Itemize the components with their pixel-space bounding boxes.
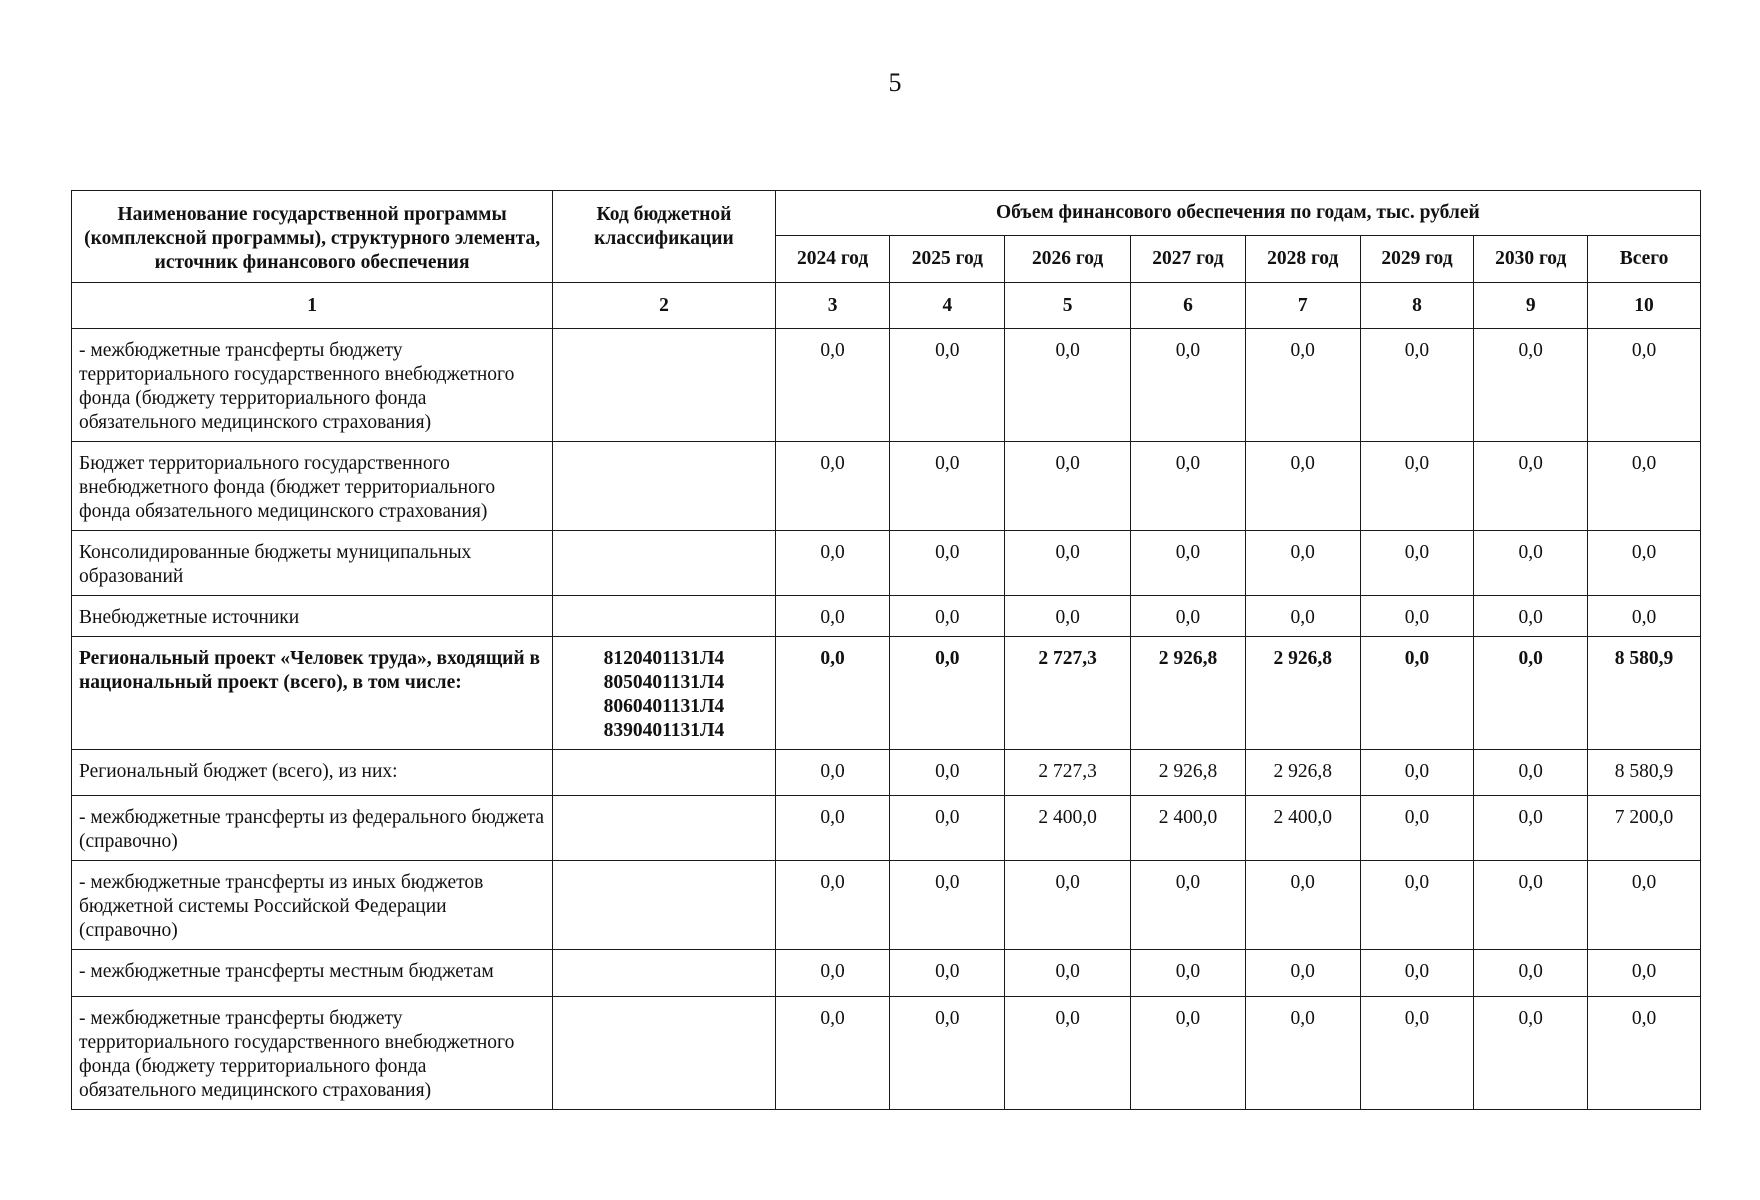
header-funding-volume: Объем финансового обеспечения по годам, тыс. рублей <box>775 191 1700 236</box>
financing-table <box>71 190 1701 1110</box>
row-year-value: 0,0 <box>1474 442 1588 531</box>
row-name: Внебюджетные источники <box>72 596 553 637</box>
row-name: - межбюджетные трансферты из федерального бюджета (справочно) <box>72 796 553 861</box>
row-year-value: 0,0 <box>890 997 1005 1110</box>
row-year-value: 0,0 <box>1131 950 1246 997</box>
column-number: 8 <box>1360 283 1474 329</box>
row-year-value: 0,0 <box>1245 861 1360 950</box>
header-total: Всего <box>1588 236 1701 283</box>
row-budget-code <box>553 997 775 1110</box>
column-number: 7 <box>1245 283 1360 329</box>
row-year-value: 2 400,0 <box>1245 796 1360 861</box>
budget-code-line: 8120401131Л4 <box>603 648 725 669</box>
table-row <box>72 997 1701 1110</box>
row-budget-code <box>553 950 775 997</box>
row-year-value: 0,0 <box>1474 950 1588 997</box>
header-budget-code: Код бюджетной классификации <box>553 191 775 283</box>
row-year-value: 2 400,0 <box>1005 796 1131 861</box>
header-year: 2026 год <box>1005 236 1131 283</box>
row-year-value: 0,0 <box>1131 329 1246 442</box>
row-total-value: 0,0 <box>1588 997 1701 1110</box>
row-year-value: 0,0 <box>1131 531 1246 596</box>
page-number: 5 <box>888 68 902 97</box>
row-name: - межбюджетные трансферты местным бюджетам <box>72 950 553 997</box>
row-budget-code <box>553 637 775 750</box>
row-year-value: 0,0 <box>890 531 1005 596</box>
table-body <box>72 329 1701 1110</box>
row-year-value: 0,0 <box>775 796 890 861</box>
row-total-value: 0,0 <box>1588 531 1701 596</box>
row-name: - межбюджетные трансферты из иных бюджетов бюджетной системы Российской Федерации (справочно) <box>72 861 553 950</box>
column-number: 3 <box>775 283 890 329</box>
table-row <box>72 950 1701 997</box>
row-year-value: 0,0 <box>1245 997 1360 1110</box>
row-year-value: 0,0 <box>890 796 1005 861</box>
row-name: Региональный проект «Человек труда», входящий в национальный проект (всего), в том числе: <box>72 637 553 750</box>
column-number: 6 <box>1131 283 1246 329</box>
table-row <box>72 637 1701 750</box>
row-year-value: 0,0 <box>1474 750 1588 796</box>
row-year-value: 0,0 <box>1474 329 1588 442</box>
table-row <box>72 329 1701 442</box>
row-year-value: 0,0 <box>1360 950 1474 997</box>
row-year-value: 0,0 <box>1360 596 1474 637</box>
row-total-value: 7 200,0 <box>1588 796 1701 861</box>
table-row <box>72 750 1701 796</box>
row-year-value: 0,0 <box>890 329 1005 442</box>
header-year: 2025 год <box>890 236 1005 283</box>
table-row <box>72 442 1701 531</box>
row-name: - межбюджетные трансферты бюджету территориального государственного внебюджетного фонда (бюджету территориального фонда обязательного медицинского страхования) <box>72 329 553 442</box>
row-year-value: 0,0 <box>1474 861 1588 950</box>
column-number: 5 <box>1005 283 1131 329</box>
row-year-value: 0,0 <box>1360 861 1474 950</box>
row-year-value: 2 727,3 <box>1005 637 1131 750</box>
header-year: 2024 год <box>775 236 890 283</box>
row-budget-code <box>553 596 775 637</box>
budget-code-line: 8390401131Л4 <box>603 720 725 741</box>
row-name: Консолидированные бюджеты муниципальных образований <box>72 531 553 596</box>
row-total-value: 0,0 <box>1588 950 1701 997</box>
row-name: Региональный бюджет (всего), из них: <box>72 750 553 796</box>
row-year-value: 0,0 <box>1131 596 1246 637</box>
row-year-value: 0,0 <box>1474 637 1588 750</box>
row-year-value: 0,0 <box>1131 861 1246 950</box>
row-total-value: 8 580,9 <box>1588 750 1701 796</box>
row-budget-code <box>553 750 775 796</box>
row-year-value: 0,0 <box>1360 531 1474 596</box>
row-year-value: 0,0 <box>1360 750 1474 796</box>
table-row <box>72 796 1701 861</box>
header-year: 2027 год <box>1131 236 1246 283</box>
row-year-value: 0,0 <box>890 637 1005 750</box>
row-year-value: 0,0 <box>1360 997 1474 1110</box>
header-year: 2029 год <box>1360 236 1474 283</box>
header-year: 2030 год <box>1474 236 1588 283</box>
budget-code-line: 8050401131Л4 <box>603 672 725 693</box>
row-year-value: 0,0 <box>775 329 890 442</box>
row-year-value: 0,0 <box>1360 329 1474 442</box>
row-year-value: 0,0 <box>1360 637 1474 750</box>
row-year-value: 0,0 <box>890 596 1005 637</box>
row-year-value: 0,0 <box>775 750 890 796</box>
row-year-value: 0,0 <box>1474 997 1588 1110</box>
row-year-value: 0,0 <box>775 861 890 950</box>
row-year-value: 0,0 <box>1245 950 1360 997</box>
row-year-value: 0,0 <box>890 861 1005 950</box>
row-budget-code <box>553 442 775 531</box>
row-year-value: 0,0 <box>1245 329 1360 442</box>
row-name: Бюджет территориального государственного внебюджетного фонда (бюджет территориального фонда обязательного медицинского страхования) <box>72 442 553 531</box>
header-name: Наименование государственной программы (комплексной программы), структурного элемента, источник финансового обеспечения <box>72 191 553 283</box>
row-year-value: 0,0 <box>1245 531 1360 596</box>
row-year-value: 2 926,8 <box>1131 637 1246 750</box>
row-year-value: 0,0 <box>775 531 890 596</box>
row-year-value: 0,0 <box>775 442 890 531</box>
row-year-value: 0,0 <box>1360 796 1474 861</box>
row-total-value: 0,0 <box>1588 442 1701 531</box>
row-year-value: 2 926,8 <box>1245 637 1360 750</box>
row-year-value: 0,0 <box>1005 997 1131 1110</box>
row-year-value: 0,0 <box>1005 442 1131 531</box>
row-year-value: 0,0 <box>775 997 890 1110</box>
row-year-value: 2 727,3 <box>1005 750 1131 796</box>
row-year-value: 0,0 <box>1005 861 1131 950</box>
row-year-value: 0,0 <box>1474 796 1588 861</box>
row-year-value: 0,0 <box>890 750 1005 796</box>
row-year-value: 0,0 <box>1360 442 1474 531</box>
row-year-value: 0,0 <box>1005 531 1131 596</box>
column-number: 4 <box>890 283 1005 329</box>
row-year-value: 0,0 <box>1245 442 1360 531</box>
row-total-value: 0,0 <box>1588 596 1701 637</box>
row-year-value: 0,0 <box>1245 596 1360 637</box>
row-budget-code <box>553 861 775 950</box>
row-year-value: 2 926,8 <box>1245 750 1360 796</box>
row-year-value: 0,0 <box>1005 329 1131 442</box>
row-budget-code <box>553 531 775 596</box>
row-year-value: 0,0 <box>1005 596 1131 637</box>
row-year-value: 0,0 <box>1474 596 1588 637</box>
row-name: - межбюджетные трансферты бюджету территориального государственного внебюджетного фонда (бюджету территориального фонда обязательного медицинского страхования) <box>72 997 553 1110</box>
row-year-value: 0,0 <box>775 950 890 997</box>
row-year-value: 0,0 <box>1005 950 1131 997</box>
row-budget-code <box>553 329 775 442</box>
column-number: 1 <box>72 283 553 329</box>
row-total-value: 0,0 <box>1588 861 1701 950</box>
row-total-value: 8 580,9 <box>1588 637 1701 750</box>
row-budget-code <box>553 796 775 861</box>
column-number: 9 <box>1474 283 1588 329</box>
row-year-value: 0,0 <box>1131 997 1246 1110</box>
row-year-value: 2 400,0 <box>1131 796 1246 861</box>
row-year-value: 0,0 <box>890 950 1005 997</box>
column-number: 2 <box>553 283 775 329</box>
row-year-value: 0,0 <box>890 442 1005 531</box>
table-row <box>72 531 1701 596</box>
row-year-value: 0,0 <box>775 596 890 637</box>
row-year-value: 0,0 <box>1474 531 1588 596</box>
row-year-value: 2 926,8 <box>1131 750 1246 796</box>
row-year-value: 0,0 <box>1131 442 1246 531</box>
row-total-value: 0,0 <box>1588 329 1701 442</box>
header-year: 2028 год <box>1245 236 1360 283</box>
row-year-value: 0,0 <box>775 637 890 750</box>
table-row <box>72 596 1701 637</box>
budget-code-line: 8060401131Л4 <box>603 696 725 717</box>
table-row <box>72 861 1701 950</box>
column-number: 10 <box>1588 283 1701 329</box>
